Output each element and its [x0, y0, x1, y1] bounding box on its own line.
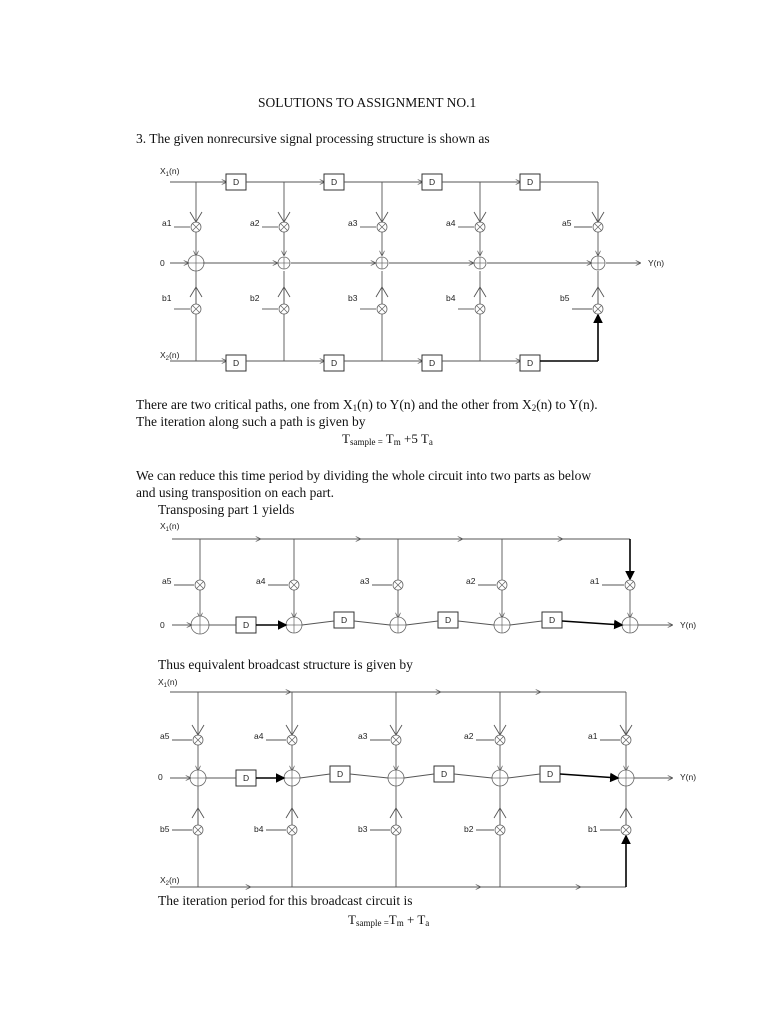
page-title: SOLUTIONS TO ASSIGNMENT NO.1: [258, 95, 477, 110]
y-output-label: Y(n): [648, 258, 665, 268]
coefficient-label: a1: [162, 218, 172, 228]
coefficient-label: a4: [256, 576, 266, 586]
coefficient-label: b5: [160, 824, 170, 834]
coefficient-label: a5: [562, 218, 572, 228]
signal-line: [302, 621, 334, 625]
delay-label: D: [331, 358, 338, 368]
delay-label: D: [331, 177, 338, 187]
coefficient-label: b2: [250, 293, 260, 303]
coefficient-label: a2: [250, 218, 260, 228]
coefficient-label: a5: [162, 576, 172, 586]
signal-line: [510, 621, 542, 625]
delay-label: D: [337, 769, 344, 779]
coefficient-label: b1: [162, 293, 172, 303]
coefficient-label: b2: [464, 824, 474, 834]
x1-input-label: $X_1(n)$: [158, 677, 178, 689]
signal-line: [562, 621, 622, 625]
signal-line: [354, 621, 390, 625]
zero-input-label: 0: [160, 258, 165, 268]
question-text: 3. The given nonrecursive signal processing structure is shown as: [136, 131, 490, 146]
delay-label: D: [243, 773, 250, 783]
transposed-part1-diagram: [0, 515, 768, 645]
delay-label: D: [527, 358, 534, 368]
delay-label: D: [441, 769, 448, 779]
coefficient-label: a1: [590, 576, 600, 586]
delay-label: D: [445, 615, 452, 625]
coefficient-label: a3: [360, 576, 370, 586]
coefficient-label: a2: [464, 731, 474, 741]
delay-label: D: [233, 177, 240, 187]
critical-paths-text: There are two critical paths, one from $X_1(n)$ to Y(n) and the other from $X_2(n)$ to Y(n).: [136, 397, 598, 413]
coefficient-label: b4: [254, 824, 264, 834]
coefficient-label: b4: [446, 293, 456, 303]
signal-line: [406, 621, 438, 625]
fig3-wiring: [160, 692, 672, 887]
coefficient-label: b3: [358, 824, 368, 834]
y-output-label: Y(n): [680, 620, 697, 630]
reduce-text-1: We can reduce this time period by dividing the whole circuit into two parts as below: [136, 468, 592, 483]
broadcast-structure-diagram: [0, 672, 768, 894]
coefficient-label: a1: [588, 731, 598, 741]
coefficient-label: a3: [358, 731, 368, 741]
coefficient-label: a2: [466, 576, 476, 586]
delay-label: D: [243, 620, 250, 630]
coefficient-label: a5: [160, 731, 170, 741]
delay-label: D: [429, 358, 436, 368]
signal-line: [508, 774, 540, 778]
equation-tsample-1: $T_{sample =}$ $T_m +5$ $T_a$: [342, 431, 433, 447]
coefficient-label: a3: [348, 218, 358, 228]
coefficient-label: a4: [446, 218, 456, 228]
delay-label: D: [527, 177, 534, 187]
fig2-wiring: [162, 539, 672, 634]
zero-input-label: 0: [158, 772, 163, 782]
signal-line: [560, 774, 618, 778]
delay-label: D: [429, 177, 436, 187]
x2-input-label: $X_2(n)$: [160, 350, 180, 362]
signal-line: [300, 774, 330, 778]
delay-label: D: [233, 358, 240, 368]
delay-label: D: [549, 615, 556, 625]
equation-tsample-2: $T_{sample =}T_m + T_a$: [348, 912, 430, 928]
broadcast-text: Thus equivalent broadcast structure is given by: [158, 657, 413, 672]
delay-label: D: [547, 769, 554, 779]
signal-line: [458, 621, 494, 625]
nonrecursive-structure-diagram: [0, 160, 768, 380]
delay-label: D: [341, 615, 348, 625]
reduce-text-2: and using transposition on each part.: [136, 485, 334, 500]
x2-input-label: $X_2(n)$: [160, 875, 180, 887]
x1-input-label: $X_1(n)$: [160, 521, 180, 533]
y-output-label: Y(n): [680, 772, 697, 782]
iteration-period-text: The iteration period for this broadcast circuit is: [158, 893, 413, 908]
coefficient-label: b1: [588, 824, 598, 834]
zero-input-label: 0: [160, 620, 165, 630]
transposing-text: Transposing part 1 yields: [158, 502, 295, 517]
signal-line: [404, 774, 434, 778]
signal-line: [454, 774, 492, 778]
x1-input-label: $X_1(n)$: [160, 166, 180, 178]
iteration-text: The iteration along such a path is given by: [136, 414, 366, 429]
coefficient-label: b3: [348, 293, 358, 303]
signal-line: [350, 774, 388, 778]
coefficient-label: b5: [560, 293, 570, 303]
fig1-wiring: [162, 174, 640, 371]
coefficient-label: a4: [254, 731, 264, 741]
